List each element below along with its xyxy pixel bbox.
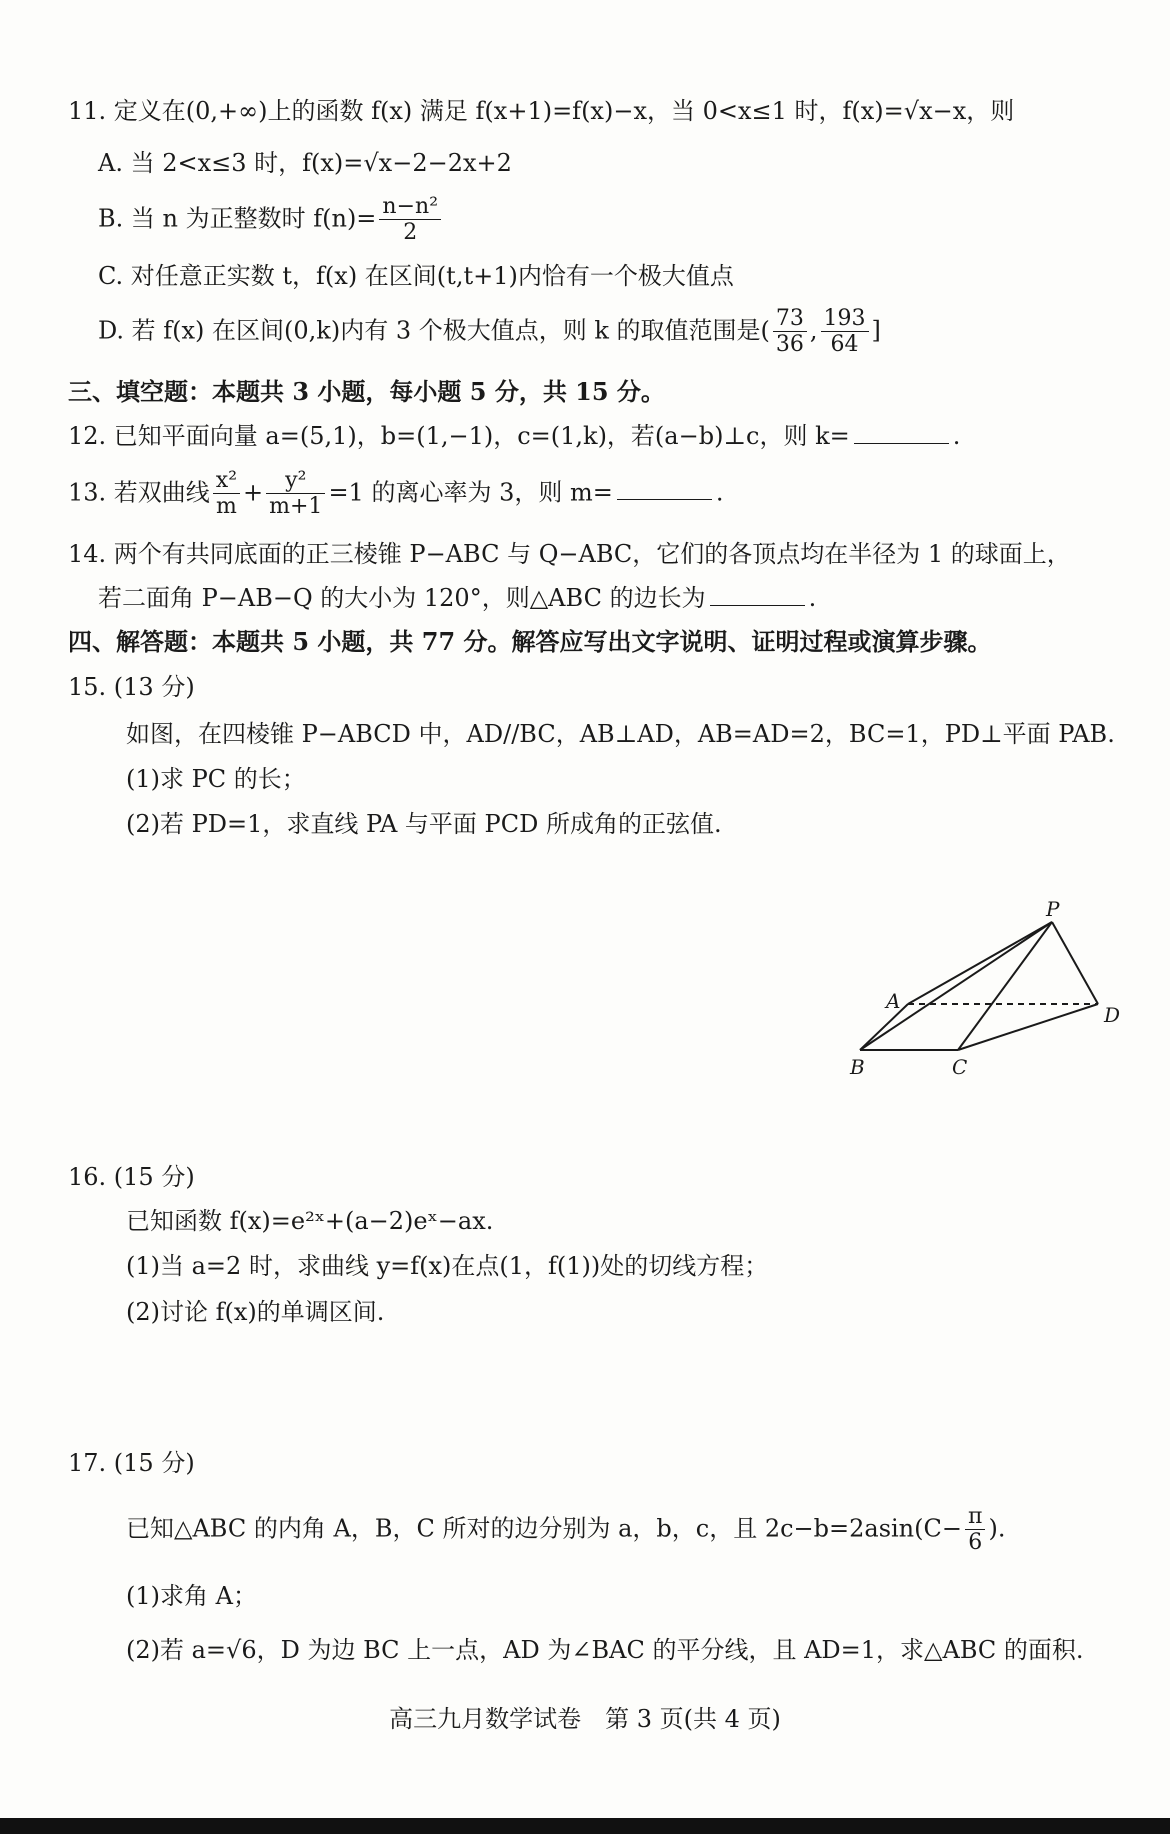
q14-line-1: 14. 两个有共同底面的正三棱锥 P−ABC 与 Q−ABC，它们的各顶点均在半径为 1 的球面上， — [68, 540, 1071, 568]
fraction-numerator: y² — [266, 468, 325, 494]
fraction-numerator: x² — [213, 468, 240, 494]
q17-part-2: (2)若 a=√6，D 为边 BC 上一点，AD 为∠BAC 的平分线，且 AD=1，求△ABC 的面积. — [126, 1636, 1084, 1664]
q12 — [68, 422, 960, 451]
fraction-denominator: 64 — [830, 332, 859, 358]
q11-option-d-bracket: ] — [871, 316, 881, 345]
edge-pb — [860, 922, 1052, 1050]
q11-option-d-fraction-2 — [821, 306, 869, 358]
q13-prefix: 13. 若双曲线 — [68, 478, 210, 507]
fraction-denominator: 6 — [968, 1530, 983, 1556]
fraction-numerator: π — [965, 1504, 985, 1530]
q14-end: . — [808, 584, 817, 612]
vertex-label-d: D — [1104, 1003, 1121, 1027]
vertex-label-b: B — [850, 1055, 865, 1079]
q15-stem: 如图，在四棱锥 P−ABCD 中，AD//BC，AB⊥AD，AB=AD=2，BC=1，PD⊥平面 PAB. — [126, 720, 1115, 748]
q13 — [68, 468, 723, 520]
fraction-numerator: 73 — [773, 306, 807, 332]
edge-cd — [958, 1004, 1098, 1050]
q16-heading: 16. (15 分) — [68, 1163, 195, 1191]
edge-pc — [958, 922, 1052, 1050]
section-3-heading: 三、填空题：本题共 3 小题，每小题 5 分，共 15 分。 — [68, 377, 665, 406]
q17-stem-text: 已知△ABC 的内角 A，B，C 所对的边分别为 a，b，c，且 2c−b=2asin(C− — [126, 1514, 962, 1543]
q16-part-2: (2)讨论 f(x)的单调区间. — [126, 1298, 385, 1326]
q11-option-c: C. 对任意正实数 t，f(x) 在区间(t,t+1)内恰有一个极大值点 — [98, 262, 734, 290]
q13-end: . — [715, 478, 724, 507]
q13-suffix: =1 的离心率为 3，则 m= — [328, 478, 613, 507]
q12-end: . — [952, 422, 961, 450]
q11-option-b-text: B. 当 n 为正整数时 f(n)= — [98, 204, 377, 233]
q13-plus: + — [243, 478, 264, 507]
q11-option-d-separator: , — [809, 316, 818, 345]
q17-stem-end: ). — [988, 1514, 1006, 1543]
q11-stem: 11. 定义在(0,+∞)上的函数 f(x) 满足 f(x+1)=f(x)−x，当 0<x≤1 时，f(x)=√x−x，则 — [68, 97, 1015, 125]
q17-part-1: (1)求角 A； — [126, 1582, 257, 1610]
edge-pa — [908, 922, 1052, 1004]
q11-option-d — [98, 306, 881, 358]
section-4-heading: 四、解答题：本题共 5 小题，共 77 分。解答应写出文字说明、证明过程或演算步骤。 — [68, 627, 992, 656]
q15-heading: 15. (13 分) — [68, 673, 195, 701]
q15-part-2: (2)若 PD=1，求直线 PA 与平面 PCD 所成角的正弦值. — [126, 810, 722, 838]
q17-heading: 17. (15 分) — [68, 1449, 195, 1477]
page-footer: 高三九月数学试卷 第 3 页(共 4 页) — [389, 1705, 781, 1733]
vertex-label-c: C — [952, 1055, 968, 1079]
fraction-numerator: 193 — [821, 306, 869, 332]
q17-fraction — [965, 1504, 985, 1556]
q16-part-1: (1)当 a=2 时，求曲线 y=f(x)在点(1，f(1))处的切线方程； — [126, 1252, 769, 1280]
pyramid-figure — [840, 900, 1140, 1090]
bottom-edge-bar — [0, 1818, 1170, 1834]
q13-fraction-2 — [266, 468, 325, 520]
answer-blank — [854, 442, 949, 444]
q14-text: 若二面角 P−AB−Q 的大小为 120°，则△ABC 的边长为 — [98, 584, 706, 612]
vertex-label-a: A — [886, 989, 901, 1013]
edge-pd — [1052, 922, 1098, 1004]
edge-ab — [860, 1004, 908, 1050]
fraction-denominator: 2 — [403, 220, 418, 246]
q11-option-b — [98, 194, 444, 246]
fraction-denominator: 36 — [775, 332, 804, 358]
q13-fraction-1 — [213, 468, 240, 520]
q16-stem: 已知函数 f(x)=e²ˣ+(a−2)eˣ−ax. — [126, 1207, 494, 1235]
q14-line-2 — [98, 584, 816, 613]
q11-option-d-text: D. 若 f(x) 在区间(0,k)内有 3 个极大值点，则 k 的取值范围是( — [98, 316, 770, 345]
fraction-denominator: m+1 — [269, 494, 323, 520]
answer-blank — [710, 604, 805, 606]
vertex-label-p: P — [1046, 900, 1060, 921]
q11-option-a: A. 当 2<x≤3 时，f(x)=√x−2−2x+2 — [98, 149, 512, 177]
fraction-denominator: m — [215, 494, 237, 520]
q12-text: 12. 已知平面向量 a=(5,1)，b=(1,−1)，c=(1,k)，若(a−b)⊥c，则 k= — [68, 422, 850, 450]
q11-option-d-fraction-1 — [773, 306, 807, 358]
q17-stem — [126, 1504, 1005, 1556]
answer-blank — [617, 498, 712, 500]
fraction-numerator: n−n² — [379, 194, 441, 220]
q15-part-1: (1)求 PC 的长； — [126, 765, 306, 793]
q11-option-b-fraction — [379, 194, 441, 246]
